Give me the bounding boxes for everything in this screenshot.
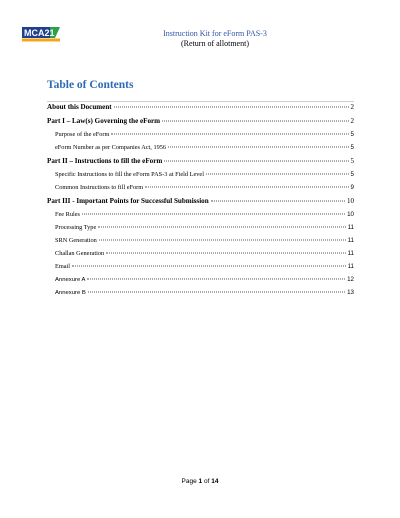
dot-leader: [111, 134, 348, 135]
toc-entry-label: eForm Number as per Companies Act, 1956: [55, 144, 167, 151]
toc-entry-page: 10: [347, 211, 354, 218]
dot-leader: [114, 107, 349, 108]
toc-entry-label: Part III - Important Points for Successful Submission: [47, 197, 209, 205]
footer-total-pages: 14: [211, 478, 219, 485]
divider: [47, 101, 354, 102]
toc-entry-label: Processing Type: [55, 224, 97, 231]
table-of-contents: [47, 103, 354, 302]
dot-leader: [206, 174, 349, 175]
page-footer: [0, 478, 400, 485]
toc-entry-page: 9: [350, 184, 354, 191]
dot-leader: [106, 253, 345, 254]
toc-entry-label: Email: [55, 263, 71, 270]
header-subtitle: (Return of allotment): [181, 39, 249, 48]
toc-subsection-entry[interactable]: [47, 171, 354, 184]
dot-leader: [211, 201, 345, 202]
toc-subsection-entry[interactable]: [47, 276, 354, 289]
toc-section-entry[interactable]: [47, 117, 354, 131]
toc-subsection-entry[interactable]: [47, 211, 354, 224]
document-header: [140, 29, 290, 49]
dot-leader: [98, 227, 345, 228]
toc-entry-page: 11: [347, 263, 354, 270]
dot-leader: [162, 121, 348, 122]
toc-entry-page: 5: [350, 131, 354, 138]
toc-section-entry[interactable]: [47, 157, 354, 171]
toc-section-entry[interactable]: [47, 103, 354, 117]
toc-section-entry[interactable]: [47, 197, 354, 211]
toc-entry-label: Common Instructions to fill eForm: [55, 184, 144, 191]
footer-page-word: Page: [181, 478, 197, 485]
dot-leader: [88, 292, 345, 293]
dot-leader: [168, 147, 348, 148]
dot-leader: [145, 187, 348, 188]
toc-subsection-entry[interactable]: [47, 250, 354, 263]
toc-entry-label: Annexure A: [55, 277, 86, 283]
toc-entry-page: 11: [347, 224, 354, 231]
toc-entry-label: Annexure B: [55, 290, 86, 296]
toc-entry-label: About this Document: [47, 103, 112, 111]
toc-entry-label: Purpose of the eForm: [55, 131, 110, 138]
toc-entry-page: 2: [350, 117, 354, 125]
footer-of-word: of: [203, 478, 210, 485]
dot-leader: [72, 266, 346, 267]
toc-heading: Table of Contents: [47, 79, 134, 91]
toc-entry-page: 2: [350, 103, 354, 111]
footer-current-page: 1: [198, 478, 203, 485]
toc-entry-label: Part II – Instructions to fill the eForm: [47, 157, 163, 165]
mca21-logo: [22, 26, 60, 42]
toc-entry-label: Fee Rules: [55, 211, 81, 218]
dot-leader: [82, 214, 345, 215]
toc-entry-page: 5: [350, 171, 354, 178]
toc-subsection-entry[interactable]: [47, 237, 354, 250]
toc-entry-label: SRN Generation: [55, 237, 97, 244]
toc-subsection-entry[interactable]: [47, 263, 354, 276]
toc-entry-label: Challan Generation: [55, 250, 105, 257]
toc-subsection-entry[interactable]: [47, 144, 354, 157]
toc-entry-page: 10: [347, 197, 354, 205]
logo-text: MCA21: [24, 28, 55, 38]
toc-subsection-entry[interactable]: [47, 184, 354, 197]
toc-entry-page: 13: [347, 289, 354, 296]
toc-entry-label: Part I – Law(s) Governing the eForm: [47, 117, 161, 125]
toc-entry-page: 5: [350, 144, 354, 151]
toc-entry-page: 11: [347, 237, 354, 244]
header-title: Instruction Kit for eForm PAS-3: [163, 29, 267, 38]
dot-leader: [164, 161, 348, 162]
toc-entry-label: Specific Instructions to fill the eForm PAS-3 at Field Level: [55, 171, 204, 178]
toc-subsection-entry[interactable]: [47, 224, 354, 237]
toc-entry-page: 5: [350, 157, 354, 165]
dot-leader: [99, 240, 346, 241]
dot-leader: [87, 279, 345, 280]
toc-subsection-entry[interactable]: [47, 289, 354, 302]
toc-subsection-entry[interactable]: [47, 131, 354, 144]
toc-entry-page: 12: [347, 276, 354, 283]
toc-entry-page: 11: [347, 250, 354, 257]
